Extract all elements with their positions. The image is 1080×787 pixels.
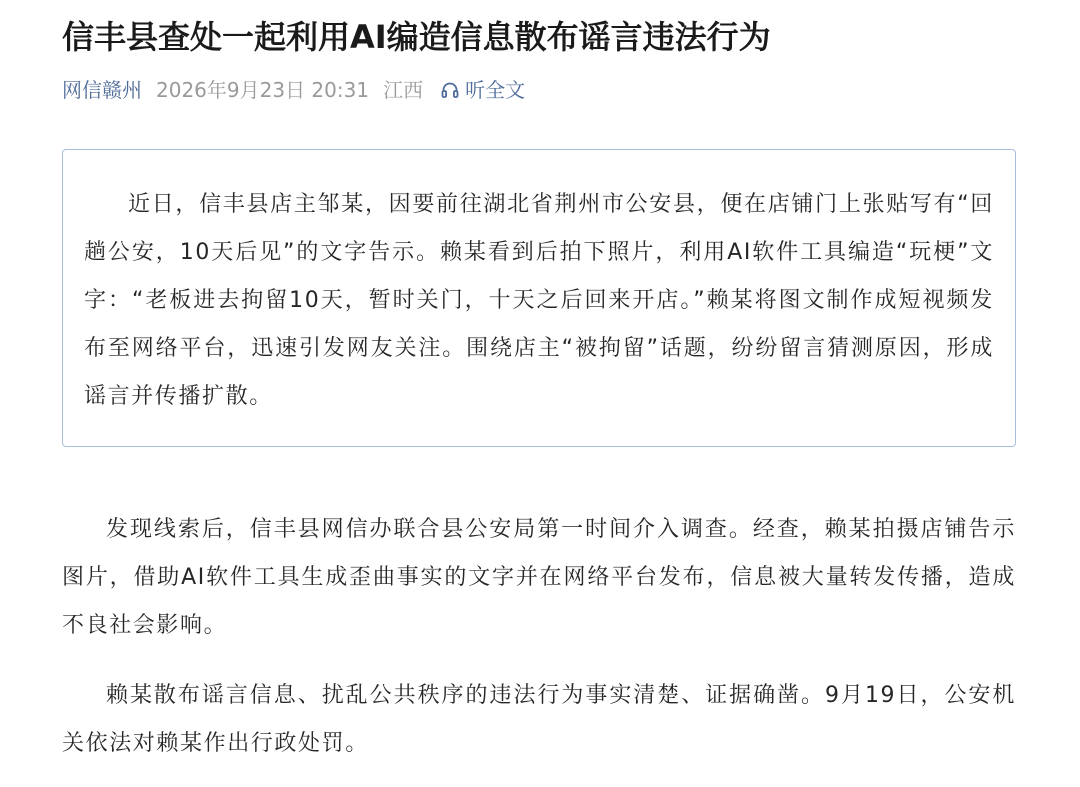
body-paragraph-2: 赖某散布谣言信息、扰乱公共秩序的违法行为事实清楚、证据确凿。9月19日，公安机关依法对赖某作出行政处罚。 (62, 683, 1016, 756)
article-title: 信丰县查处一起利用AI编造信息散布谣言违法行为 (62, 18, 771, 56)
body-paragraph-1: 发现线索后，信丰县网信办联合县公安局第一时间介入调查。经查，赖某拍摄店铺告示图片，借助AI软件工具生成歪曲事实的文字并在网络平台发布，信息被大量转发传播，造成不良社会影响。 (62, 517, 1016, 638)
region-label: 江西 (383, 78, 424, 102)
article-meta (62, 74, 525, 106)
source-link[interactable]: 网信赣州 (62, 78, 142, 102)
headphones-icon (441, 81, 459, 99)
listen-label: 听全文 (465, 78, 526, 102)
publish-date: 2026年9月23日 20:31 (156, 78, 370, 102)
listen-button[interactable] (441, 74, 525, 106)
summary-paragraph: 近日，信丰县店主邹某，因要前往湖北省荆州市公安县，便在店铺门上张贴写有“回趟公安，10天后见”的文字告示。赖某看到后拍下照片，利用AI软件工具编造“玩梗”文字：“老板进去拘留10天，暂时关门，十天之后回来开店。”赖某将图文制作成短视频发布至网络平台，迅速引发网友关注。围绕店主“被拘留”话题，纷纷留言猜测原因，形成谣言并传播扩散。 (84, 192, 994, 409)
summary-box (62, 149, 1016, 447)
